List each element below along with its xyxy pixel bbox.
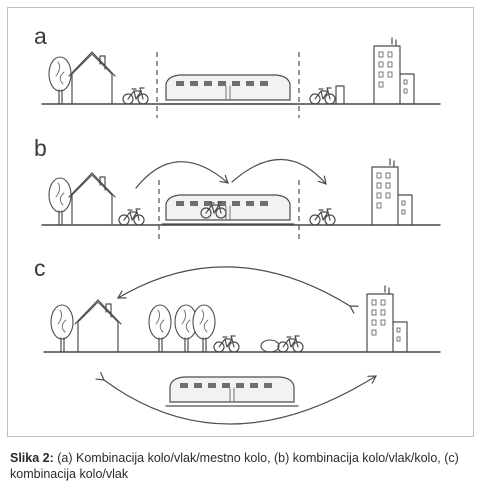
office-building-icon bbox=[372, 159, 412, 225]
panel-c bbox=[34, 255, 440, 424]
bicycle-icon bbox=[310, 209, 335, 225]
house-icon bbox=[75, 300, 121, 352]
tree-icon bbox=[193, 305, 215, 352]
caption-text: (a) Kombinacija kolo/vlak/mestno kolo, (b) kombinacija kolo/vlak/kolo, (c) kombinacija kolo/vlak bbox=[10, 451, 459, 481]
arrow-icon bbox=[136, 162, 228, 188]
train-icon bbox=[166, 377, 298, 406]
bicycle-icon bbox=[119, 209, 144, 225]
train-icon bbox=[162, 75, 294, 104]
bicycle-icon bbox=[278, 336, 303, 352]
train-icon bbox=[162, 195, 294, 224]
panel-a bbox=[34, 23, 440, 118]
house-icon bbox=[69, 52, 115, 104]
bike-station-icon bbox=[336, 86, 344, 104]
arrow-icon bbox=[232, 159, 326, 184]
tree-icon bbox=[49, 178, 71, 225]
figure-caption bbox=[10, 450, 472, 482]
panel-label-b: b bbox=[34, 135, 47, 161]
tree-icon bbox=[49, 57, 71, 104]
caption-prefix: Slika 2: bbox=[10, 451, 54, 465]
panel-label-a: a bbox=[34, 23, 47, 49]
bicycle-icon bbox=[310, 88, 335, 104]
bicycle-icon bbox=[123, 88, 148, 104]
house-icon bbox=[69, 173, 115, 225]
tree-icon bbox=[149, 305, 171, 352]
bicycle-icon bbox=[214, 336, 239, 352]
tree-icon bbox=[51, 305, 73, 352]
arrow-icon bbox=[118, 267, 350, 306]
panel-b bbox=[34, 135, 440, 240]
bush-icon bbox=[261, 340, 279, 352]
office-building-icon bbox=[374, 38, 414, 104]
office-building-icon bbox=[367, 286, 407, 352]
panel-label-c: c bbox=[34, 255, 46, 281]
